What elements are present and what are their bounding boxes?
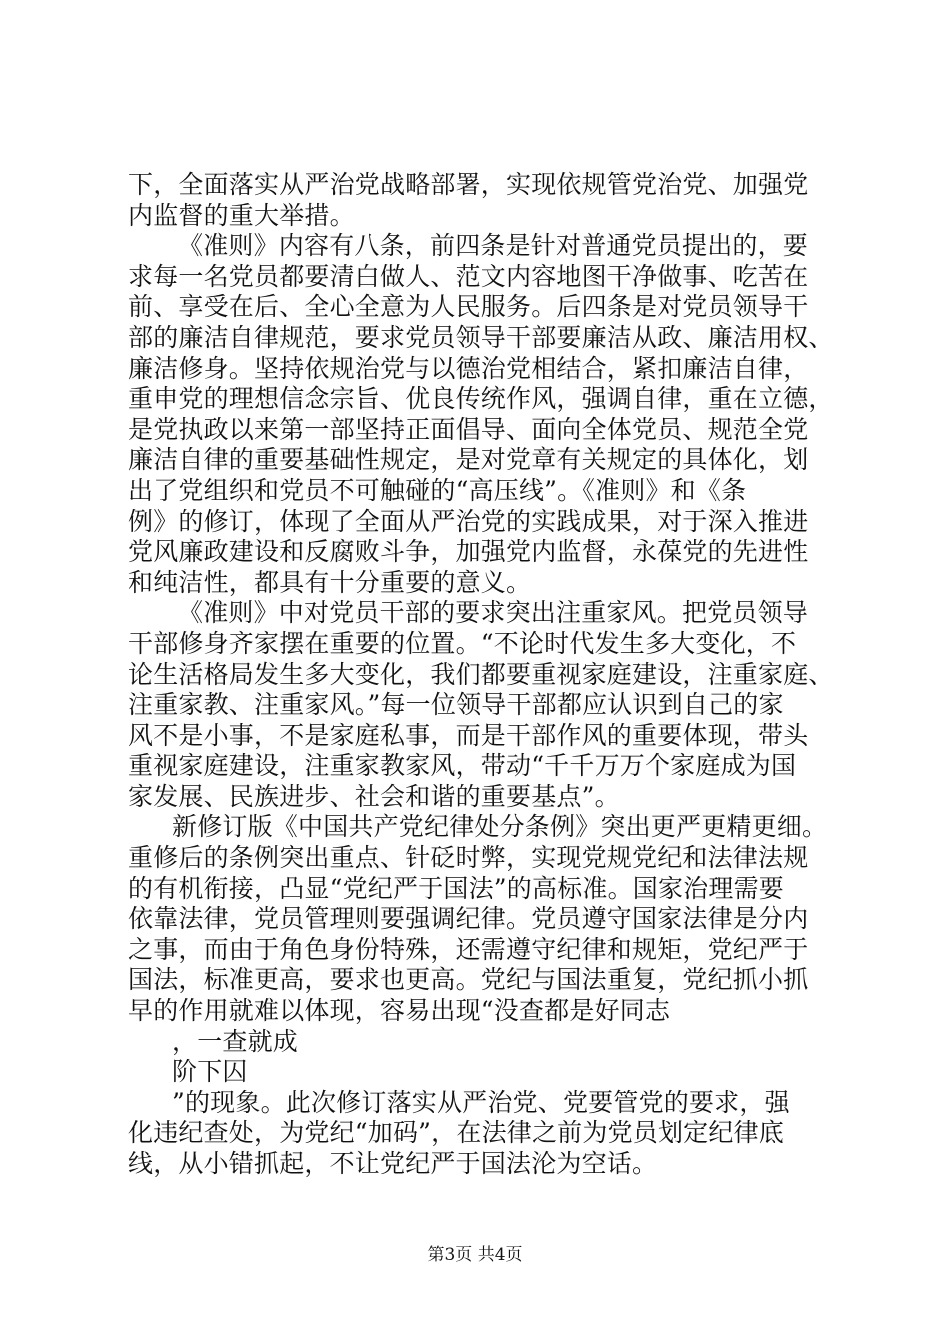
text-line: 化违纪查处，为党纪“加码”，在法律之前为党员划定纪律底 — [128, 1118, 784, 1148]
text-line: 内监督的重大举措。 — [128, 200, 355, 230]
text-line: 注重家教、注重家风。”每一位领导干部都应认识到自己的家 — [128, 690, 784, 720]
text-line: 论生活格局发生多大变化，我们都要重视家庭建设，注重家庭、 — [128, 659, 834, 689]
text-line: 求每一名党员都要清白做人、范文内容地图干净做事、吃苦在 — [128, 261, 809, 291]
text-line: 廉洁自律的重要基础性规定，是对党章有关规定的具体化，划 — [128, 445, 809, 475]
text-line: 例》的修订，体现了全面从严治党的实践成果，对于深入推进 — [128, 506, 809, 536]
text-line: 新修订版《中国共产党纪律处分条例》突出更严更精更细。 — [172, 812, 828, 842]
text-line: 和纯洁性，都具有十分重要的意义。 — [128, 567, 532, 597]
text-line: 国法，标准更高，要求也更高。党纪与国法重复，党纪抓小抓 — [128, 965, 809, 995]
text-line: ，一查就成 — [172, 1026, 299, 1056]
text-line: ”的现象。此次修订落实从严治党、党要管党的要求，强 — [172, 1087, 790, 1117]
text-line: 下，全面落实从严治党战略部署，实现依规管党治党、加强党 — [128, 170, 809, 199]
text-line: 依靠法律，党员管理则要强调纪律。党员遵守国家法律是分内 — [128, 904, 809, 934]
text-line: 廉洁修身。坚持依规治党与以德治党相结合，紧扣廉洁自律， — [128, 353, 809, 383]
text-line: 家发展、民族进步、社会和谐的重要基点”。 — [128, 781, 620, 811]
text-line: 部的廉洁自律规范，要求党员领导干部要廉洁从政、廉洁用权、 — [128, 322, 834, 352]
text-line: 《准则》中对党员干部的要求突出注重家风。把党员领导 — [178, 598, 809, 628]
text-line: 重修后的条例突出重点、针砭时弊，实现党规党纪和法律法规 — [128, 843, 809, 873]
text-line: 《准则》内容有八条，前四条是针对普通党员提出的，要 — [178, 231, 809, 261]
text-line: 早的作用就难以体现，容易出现“没查都是好同志 — [128, 996, 671, 1026]
text-line: 重视家庭建设，注重家教家风，带动“千千万万个家庭成为国 — [128, 751, 797, 781]
page-footer: 第3页 共4页 — [427, 1245, 523, 1265]
text-line: 党风廉政建设和反腐败斗争，加强党内监督，永葆党的先进性 — [128, 537, 809, 567]
text-line: 前、享受在后、全心全意为人民服务。后四条是对党员领导干 — [128, 292, 809, 322]
text-line: 干部修身齐家摆在重要的位置。“不论时代发生多大变化，不 — [128, 628, 797, 658]
text-line: 之事，而由于角色身份特殊，还需遵守纪律和规矩，党纪严于 — [128, 934, 809, 964]
text-line: 是党执政以来第一部坚持正面倡导、面向全体党员、规范全党 — [128, 414, 809, 444]
text-line: 风不是小事，不是家庭私事，而是干部作风的重要体现，带头 — [128, 720, 809, 750]
text-line: 重申党的理想信念宗旨、优良传统作风，强调自律，重在立德， — [128, 384, 834, 414]
text-line: 阶下囚 — [172, 1057, 248, 1087]
body-text — [128, 170, 858, 1180]
text-line: 线，从小错抓起，不让党纪严于国法沦为空话。 — [128, 1149, 658, 1178]
text-line: 出了党组织和党员不可触碰的“高压线”。《准则》和《条 — [128, 475, 747, 505]
text-line: 的有机衔接，凸显“党纪严于国法”的高标准。国家治理需要 — [128, 873, 784, 903]
